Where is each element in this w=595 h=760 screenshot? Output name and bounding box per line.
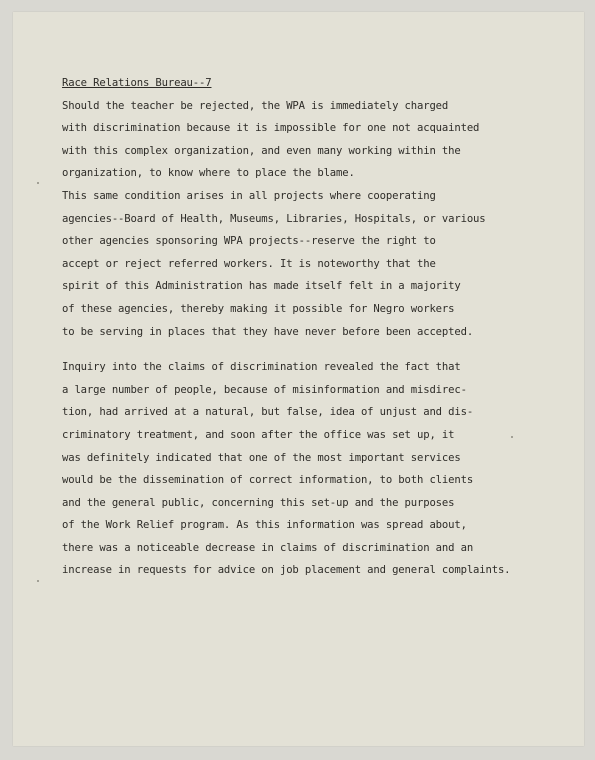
text-line: tion, had arrived at a natural, but false, idea of unjust and dis- [62, 406, 474, 419]
text-line: of these agencies, thereby making it possible for Negro workers [62, 302, 455, 315]
text-line: other agencies sponsoring WPA projects--reserve the right to [62, 235, 436, 248]
text-line: would be the dissemination of correct information, to both clients [62, 474, 474, 487]
paragraph-1 [62, 95, 557, 344]
text-line: increase in requests for advice on job placement and general complaints. [62, 564, 511, 577]
paragraph-2 [62, 356, 557, 582]
document-heading: Race Relations Bureau--7 [62, 77, 212, 89]
text-line: organization, to know where to place the blame. [62, 167, 355, 180]
paper-speck [37, 580, 39, 582]
typewritten-text [62, 72, 557, 582]
text-line: agencies--Board of Health, Museums, Libraries, Hospitals, or various [62, 212, 486, 225]
paper-speck [37, 182, 39, 184]
text-line: and the general public, concerning this set-up and the purposes [62, 496, 455, 509]
text-line: of the Work Relief program. As this information was spread about, [62, 519, 467, 532]
text-line: with discrimination because it is impossible for one not acquainted [62, 122, 480, 135]
text-line: with this complex organization, and even many working within the [62, 144, 461, 157]
text-line: there was a noticeable decrease in claims of discrimination and an [62, 541, 474, 554]
paragraph-gap [62, 343, 557, 356]
text-line: This same condition arises in all projects where cooperating [62, 189, 436, 202]
text-line: a large number of people, because of misinformation and misdirec- [62, 383, 467, 396]
text-line: spirit of this Administration has made itself felt in a majority [62, 280, 461, 293]
text-line: accept or reject referred workers. It is noteworthy that the [62, 257, 436, 270]
text-line: Should the teacher be rejected, the WPA is immediately charged [62, 99, 449, 112]
text-line: criminatory treatment, and soon after the office was set up, it [62, 428, 455, 441]
text-line: was definitely indicated that one of the most important services [62, 451, 461, 464]
text-line: Inquiry into the claims of discrimination revealed the fact that [62, 361, 461, 374]
text-line: to be serving in places that they have never before been accepted. [62, 325, 474, 338]
